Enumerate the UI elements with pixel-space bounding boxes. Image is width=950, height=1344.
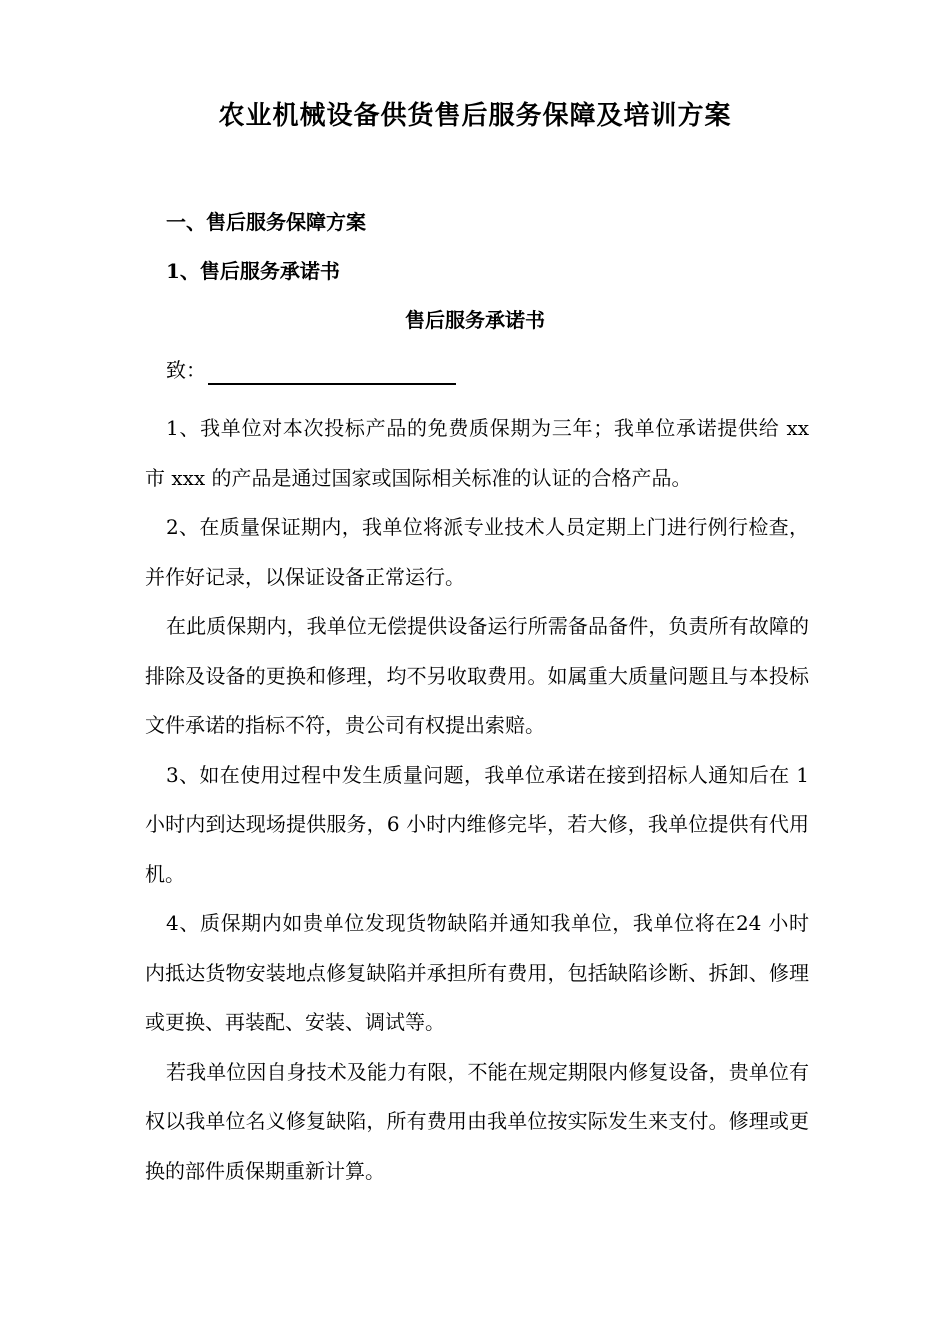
paragraph: 2、在质量保证期内，我单位将派专业技术人员定期上门进行例行检查，并作好记录，以保证设备正常运行。	[145, 515, 809, 589]
recipient-line	[166, 355, 456, 385]
paragraph: 3、如在使用过程中发生质量问题，我单位承诺在接到招标人通知后在 1 小时内到达现场提供服务，6 小时内维修完毕，若大修，我单位提供有代用机。	[145, 762, 809, 886]
paragraph: 在此质保期内，我单位无偿提供设备运行所需备品备件，负责所有故障的排除及设备的更换和修理，均不另收取费用。如属重大质量问题且与本投标文件承诺的指标不符，贵公司有权提出索赔。	[145, 614, 809, 737]
recipient-label: 致：	[166, 358, 206, 382]
document-title: 农业机械设备供货售后服务保障及培训方案	[218, 101, 732, 131]
letter-title: 售后服务承诺书	[405, 308, 545, 332]
paragraph: 1、我单位对本次投标产品的免费质保期为三年；我单位承诺提供给 xx 市 xxx 的产品是通过国家或国际相关标准的认证的合格产品。	[145, 416, 809, 490]
recipient-blank-underline	[208, 357, 456, 385]
letter-body	[145, 404, 809, 1196]
subsection-heading: 1、售后服务承诺书	[166, 259, 340, 283]
section-heading: 一、售后服务保障方案	[166, 210, 366, 234]
paragraph: 若我单位因自身技术及能力有限，不能在规定期限内修复设备，贵单位有权以我单位名义修复缺陷，所有费用由我单位按实际发生来支付。修理或更换的部件质保期重新计算。	[145, 1059, 809, 1183]
paragraph: 4、质保期内如贵单位发现货物缺陷并通知我单位，我单位将在24 小时内抵达货物安装地点修复缺陷并承担所有费用，包括缺陷诊断、拆卸、修理或更换、再装配、安装、调试等。	[145, 911, 809, 1034]
